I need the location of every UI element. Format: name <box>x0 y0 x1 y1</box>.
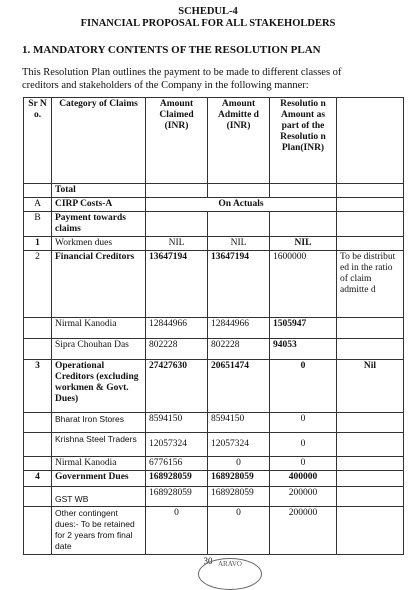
cell-sr <box>24 507 52 555</box>
cell-resolution: NIL <box>270 237 337 251</box>
cell-admitted: 13647194 <box>208 251 270 318</box>
cell-claimed: 6776156 <box>146 457 208 471</box>
cell-sr <box>24 339 52 360</box>
header-sr: Sr N o. <box>24 98 52 184</box>
cell-category: Operational Creditors (excluding workmen & Govt. Dues) <box>52 360 146 413</box>
table-row <box>24 318 404 339</box>
cell-remarks <box>337 198 404 212</box>
cell-sr: A <box>24 198 52 212</box>
table-row <box>24 237 404 251</box>
cell-sr <box>24 413 52 433</box>
section-title: 1. MANDATORY CONTENTS OF THE RESOLUTION PLAN <box>22 44 321 56</box>
cell-admitted: 12844966 <box>208 318 270 339</box>
cell-admitted: NIL <box>208 237 270 251</box>
header-category: Category of Claims <box>52 98 146 184</box>
cell-sr: B <box>24 212 52 237</box>
cell-claimed: 12844966 <box>146 318 208 339</box>
table-row <box>24 471 404 487</box>
cell-category: Krishna Steel Traders <box>52 433 146 457</box>
cell-resolution: 0 <box>270 433 337 457</box>
table-row <box>24 251 404 318</box>
cell-sr <box>24 318 52 339</box>
cell-admitted <box>208 212 270 237</box>
cell-claimed: 168928059 <box>146 471 208 487</box>
cell-claimed: 13647194 <box>146 251 208 318</box>
cell-category: GST WB <box>52 487 146 507</box>
table-row <box>24 184 404 198</box>
cell-admitted: 20651474 <box>208 360 270 413</box>
cell-resolution <box>270 184 337 198</box>
cell-sr: 1 <box>24 237 52 251</box>
table-row <box>24 457 404 471</box>
cell-claimed: 0 <box>146 507 208 555</box>
table-row <box>24 198 404 212</box>
cell-category: Nirmal Kanodia <box>52 457 146 471</box>
cell-remarks: To be distribut ed in the ratio of claim admitte d <box>337 251 404 318</box>
cell-category: Financial Creditors <box>52 251 146 318</box>
header-claimed: Amount Claimed (INR) <box>146 98 208 184</box>
header-resolution: Resolutio n Amount as part of the Resolutio n Plan(INR) <box>270 98 337 184</box>
cell-claimed: 12057324 <box>146 433 208 457</box>
cell-claimed: 27427630 <box>146 360 208 413</box>
cell-remarks: Nil <box>337 360 404 413</box>
cell-admitted: 0 <box>208 457 270 471</box>
cell-claimed: NIL <box>146 237 208 251</box>
cell-remarks <box>337 339 404 360</box>
cell-resolution: 94053 <box>270 339 337 360</box>
stamp-text: ARAVO <box>218 560 242 568</box>
cell-sr <box>24 457 52 471</box>
cell-category: Payment towards claims <box>52 212 146 237</box>
document-title: FINANCIAL PROPOSAL FOR ALL STAKEHOLDERS <box>80 18 336 29</box>
cell-resolution: 200000 <box>270 507 337 555</box>
table-row <box>24 487 404 507</box>
cell-category: Total <box>52 184 146 198</box>
intro-paragraph: This Resolution Plan outlines the payment to be made to different classes of creditors and stakeholders of the Company in the following manner: <box>22 67 342 91</box>
table-row <box>24 212 404 237</box>
table-row <box>24 413 404 433</box>
table-row <box>24 433 404 457</box>
cell-resolution: 1505947 <box>270 318 337 339</box>
table-row <box>24 339 404 360</box>
cell-admitted: 802228 <box>208 339 270 360</box>
cell-admitted <box>208 184 270 198</box>
header-remarks <box>337 98 404 184</box>
cell-remarks <box>337 433 404 457</box>
cell-resolution <box>270 212 337 237</box>
cell-remarks <box>337 487 404 507</box>
cell-resolution: 0 <box>270 413 337 433</box>
table-row <box>24 507 404 555</box>
table-row <box>24 360 404 413</box>
schedule-heading: SCHEDUL-4 <box>178 6 238 17</box>
cell-admitted: 168928059 <box>208 487 270 507</box>
cell-remarks <box>337 457 404 471</box>
cell-category: Other contingent dues:- To be retained for 2 years from final date <box>52 507 146 555</box>
cell-remarks <box>337 237 404 251</box>
cell-sr <box>24 184 52 198</box>
cell-remarks <box>337 212 404 237</box>
cell-admitted: 12057324 <box>208 433 270 457</box>
cell-category: CIRP Costs-A <box>52 198 146 212</box>
cell-resolution: 0 <box>270 457 337 471</box>
cell-claimed: 802228 <box>146 339 208 360</box>
cell-resolution: 400000 <box>270 471 337 487</box>
cell-remarks <box>337 318 404 339</box>
cell-remarks <box>337 184 404 198</box>
cell-sr <box>24 487 52 507</box>
page-number: 30 <box>203 556 213 566</box>
cell-claimed <box>146 212 208 237</box>
cell-remarks <box>337 413 404 433</box>
cell-category: Workmen dues <box>52 237 146 251</box>
table-header-row <box>24 98 404 184</box>
cell-claimed <box>146 184 208 198</box>
cell-sr: 2 <box>24 251 52 318</box>
cell-sr: 4 <box>24 471 52 487</box>
cell-admitted: On Actuals <box>146 198 337 212</box>
cell-admitted: 8594150 <box>208 413 270 433</box>
cell-category: Bharat Iron Stores <box>52 413 146 433</box>
cell-category: Government Dues <box>52 471 146 487</box>
cell-resolution: 0 <box>270 360 337 413</box>
cell-category: Sipra Chouhan Das <box>52 339 146 360</box>
cell-claimed: 168928059 <box>146 487 208 507</box>
header-admitted: Amount Admitte d (INR) <box>208 98 270 184</box>
cell-remarks <box>337 507 404 555</box>
cell-admitted: 168928059 <box>208 471 270 487</box>
cell-sr: 3 <box>24 360 52 413</box>
cell-sr <box>24 433 52 457</box>
cell-claimed: 8594150 <box>146 413 208 433</box>
cell-category: Nirmal Kanodia <box>52 318 146 339</box>
financial-proposal-table <box>23 97 404 555</box>
seal-stamp <box>198 558 262 590</box>
cell-admitted: 0 <box>208 507 270 555</box>
cell-remarks <box>337 471 404 487</box>
cell-resolution: 1600000 <box>270 251 337 318</box>
cell-resolution: 200000 <box>270 487 337 507</box>
